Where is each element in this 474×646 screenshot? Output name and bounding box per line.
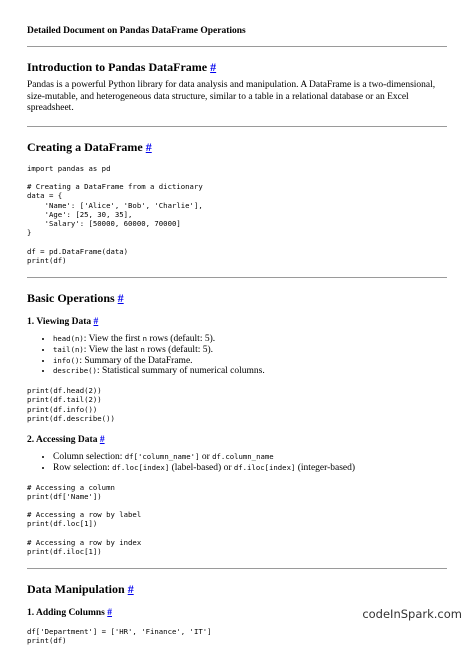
heading-text: 1. Adding Columns	[27, 608, 105, 619]
list-item-text: : View the first	[83, 334, 143, 345]
anchor-link[interactable]: #	[117, 291, 124, 306]
inline-code: df.column_name	[212, 452, 274, 462]
divider	[27, 277, 447, 278]
heading-text: Data Manipulation	[27, 582, 125, 597]
viewing-methods-list	[27, 334, 447, 377]
list-item-text: or	[199, 452, 213, 463]
divider	[27, 126, 447, 127]
heading-text: 2. Accessing Data	[27, 435, 98, 446]
code-block-viewing: print(df.head(2)) print(df.tail(2)) print(df.info()) print(df.describe())	[27, 386, 115, 423]
subsection-heading-accessing-data	[27, 435, 447, 445]
inline-code: head(n)	[53, 334, 84, 344]
section-heading-basic-operations	[27, 291, 447, 306]
list-item	[53, 463, 447, 474]
section-heading-data-manipulation	[27, 582, 447, 597]
list-item-text: Column selection:	[53, 452, 125, 463]
divider	[27, 568, 447, 569]
inline-code: df.loc[index]	[112, 462, 170, 472]
section-heading-introduction	[27, 60, 447, 75]
list-item	[53, 452, 447, 463]
heading-text: Creating a DataFrame	[27, 139, 143, 154]
heading-text: Introduction to Pandas DataFrame	[27, 60, 208, 74]
list-item	[53, 334, 447, 345]
list-item-text: (label-based) or	[169, 462, 234, 473]
section-heading-creating	[27, 140, 447, 155]
subsection-heading-viewing-data	[27, 317, 447, 327]
inline-code: df.iloc[index]	[233, 462, 296, 472]
list-item-text: : View the last	[83, 344, 141, 355]
list-item-text: rows (default: 5).	[147, 334, 216, 345]
heading-text: Basic Operations	[27, 291, 115, 306]
list-item-text: : Summary of the DataFrame.	[79, 355, 193, 366]
anchor-link[interactable]: #	[93, 317, 99, 328]
anchor-link[interactable]: #	[210, 60, 217, 74]
accessing-methods-list	[27, 452, 447, 474]
heading-text: 1. Viewing Data	[27, 317, 92, 328]
code-block-adding-columns: df['Department'] = ['HR', 'Finance', 'IT'] print(df)	[27, 627, 212, 646]
inline-code: n	[140, 344, 145, 354]
code-block-creating: import pandas as pd # Creating a DataFrame from a dictionary data = { 'Name': ['Alice', 'Bob', 'Charlie'], 'Age': [25, 30, 35], 'Salary': [50000, 60000, 70000] } df = pd.DataFrame(data) print(df)	[27, 163, 203, 265]
divider	[27, 46, 447, 47]
inline-code: df['column_name']	[124, 452, 200, 462]
list-item-text: : Statistical summary of numerical columns.	[96, 366, 265, 377]
inline-code: tail(n)	[53, 344, 84, 354]
list-item-text: rows (default: 5).	[144, 344, 214, 355]
anchor-link[interactable]: #	[99, 435, 105, 446]
site-logo: codeInSpark.com	[362, 607, 462, 621]
anchor-link[interactable]: #	[127, 582, 134, 597]
anchor-link[interactable]: #	[145, 139, 152, 154]
inline-code: describe()	[53, 366, 97, 376]
code-block-accessing: # Accessing a column print(df['Name']) # Accessing a row by label print(df.loc[1]) # Accessing a row by index print(df.iloc[1])	[27, 482, 142, 557]
intro-paragraph: Pandas is a powerful Python library for data analysis and manipulation. A DataFrame is a two-dimensional, size-mutable, and heterogeneous data structure, similar to a table in a relational database or an Excel spreadsheet.	[27, 80, 436, 114]
list-item-text: Row selection:	[53, 462, 113, 473]
inline-code: n	[142, 334, 148, 344]
anchor-link[interactable]: #	[107, 608, 113, 619]
list-item	[53, 345, 447, 356]
list-item	[53, 356, 447, 367]
list-item-text: (integer-based)	[295, 462, 356, 473]
document-title: Detailed Document on Pandas DataFrame Operations	[27, 26, 246, 36]
inline-code: info()	[53, 355, 80, 365]
list-item	[53, 366, 447, 377]
